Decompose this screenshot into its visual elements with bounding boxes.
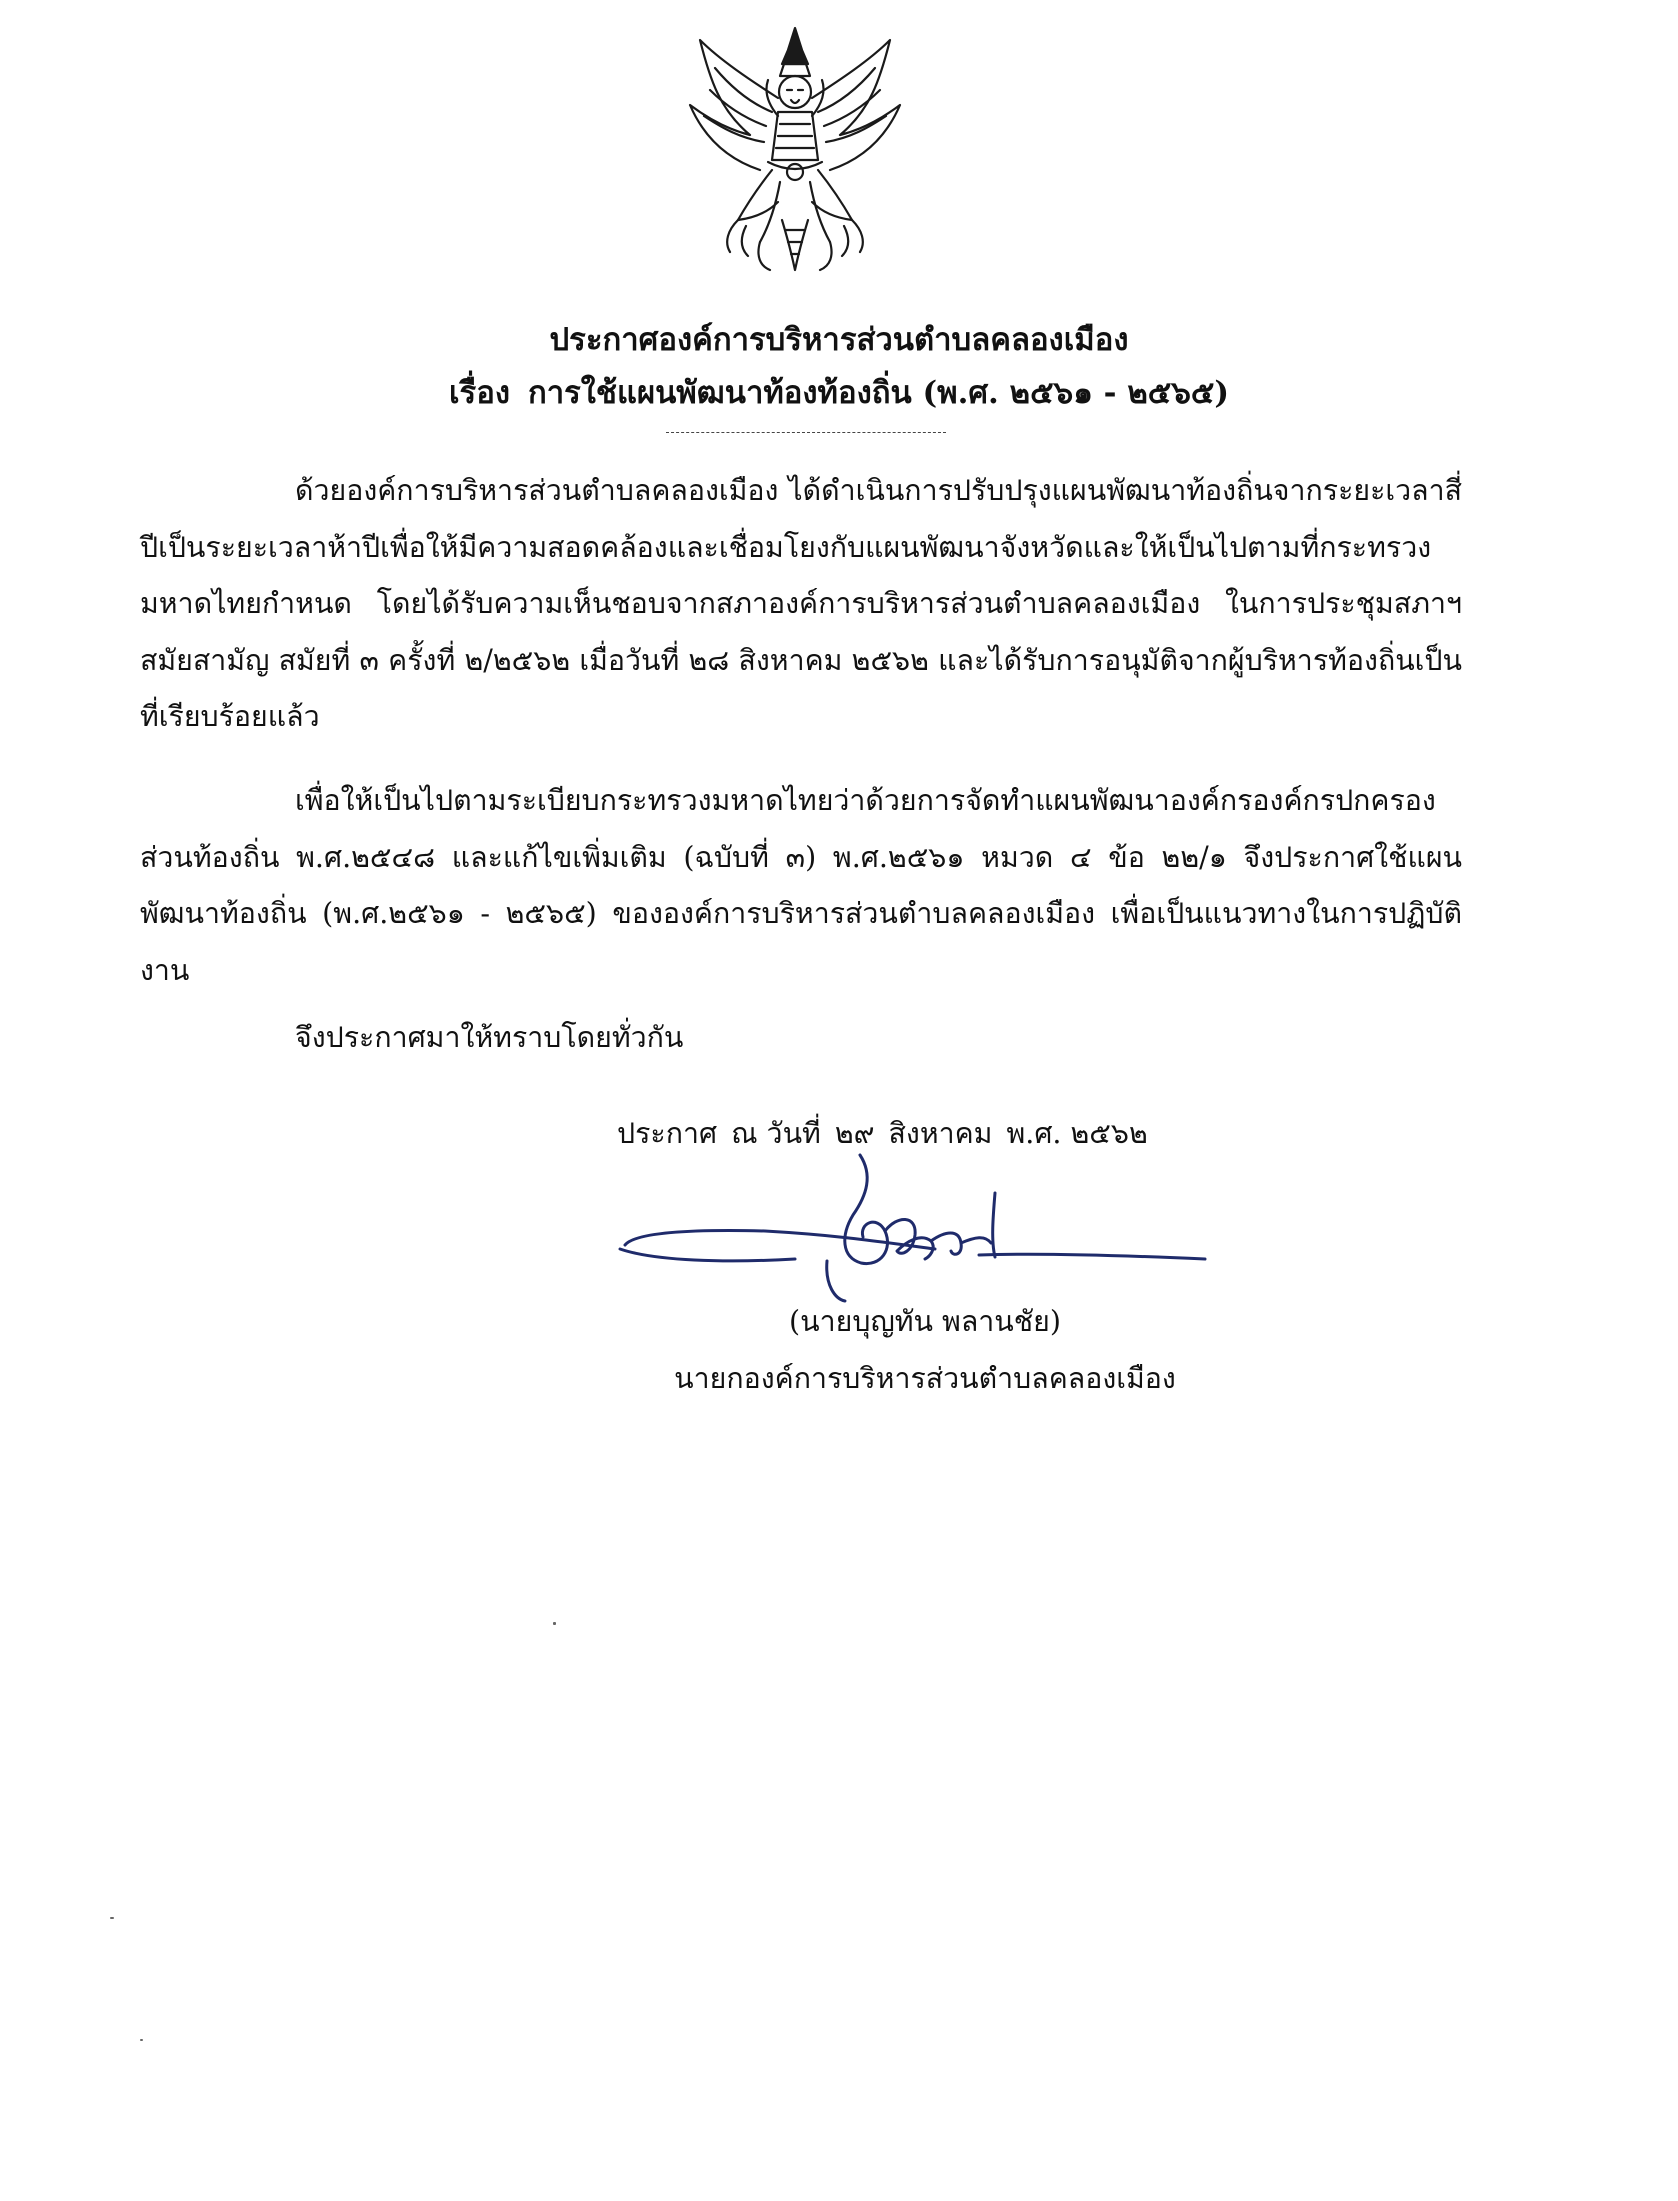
signer-name: (นายบุญทัน พลานชัย) bbox=[789, 1305, 1061, 1338]
date-month: สิงหาคม bbox=[888, 1117, 993, 1150]
subject-label: เรื่อง bbox=[448, 375, 510, 411]
garuda-emblem-icon bbox=[660, 20, 930, 275]
date-day: ๒๙ bbox=[834, 1117, 875, 1150]
signer-position: นายกองค์การบริหารส่วนตำบลคลองเมือง bbox=[674, 1362, 1176, 1395]
scan-speck bbox=[140, 2039, 143, 2041]
handwritten-signature-icon bbox=[615, 1145, 1215, 1305]
announcement-subject bbox=[0, 371, 1678, 415]
date-prefix: ประกาศ bbox=[617, 1117, 718, 1150]
date-year: พ.ศ. ๒๕๖๒ bbox=[1006, 1117, 1148, 1150]
title-divider bbox=[666, 432, 946, 433]
closing-statement: จึงประกาศมาให้ทราบโดยทั่วกัน bbox=[295, 1021, 684, 1054]
scan-speck bbox=[110, 1917, 114, 1919]
announcement-title: ประกาศองค์การบริหารส่วนตำบลคลองเมือง bbox=[549, 322, 1129, 358]
subject-text: การใช้แผนพัฒนาท้องท้องถิ่น (พ.ศ. ๒๕๖๑ - ๒๕๖๕) bbox=[527, 375, 1230, 411]
date-at: ณ วันที่ bbox=[731, 1117, 821, 1150]
body-paragraph-2: เพื่อให้เป็นไปตามระเบียบกระทรวงมหาดไทยว่าด้วยการจัดทำแผนพัฒนาองค์กรองค์กรปกครองส่วนท้องถิ่น พ.ศ.๒๕๔๘ และแก้ไขเพิ่มเติม (ฉบับที่ ๓) พ.ศ.๒๕๖๑ หมวด ๔ ข้อ ๒๒/๑ จึงประกาศใช้แผนพัฒนาท้องถิ่น (พ.ศ.๒๕๖๑ - ๒๕๖๕) ขององค์การบริหารส่วนตำบลคลองเมือง เพื่อเป็นแนวทางในการปฏิบัติงาน bbox=[140, 784, 1462, 987]
scan-speck bbox=[553, 1622, 556, 1625]
body-paragraph-1: ด้วยองค์การบริหารส่วนตำบลคลองเมือง ได้ดำเนินการปรับปรุงแผนพัฒนาท้องถิ่นจากระยะเวลาสี่ปีเป็นระยะเวลาห้าปีเพื่อให้มีความสอดคล้องและเชื่อมโยงกับแผนพัฒนาจังหวัดและให้เป็นไปตามที่กระทรวงมหาดไทยกำหนด โดยได้รับความเห็นชอบจากสภาองค์การบริหารส่วนตำบลคลองเมือง ในการประชุมสภาฯ สมัยสามัญ สมัยที่ ๓ ครั้งที่ ๒/๒๕๖๒ เมื่อวันที่ ๒๘ สิงหาคม ๒๕๖๒ และได้รับการอนุมัติจากผู้บริหารท้องถิ่นเป็นที่เรียบร้อยแล้ว bbox=[140, 474, 1462, 733]
